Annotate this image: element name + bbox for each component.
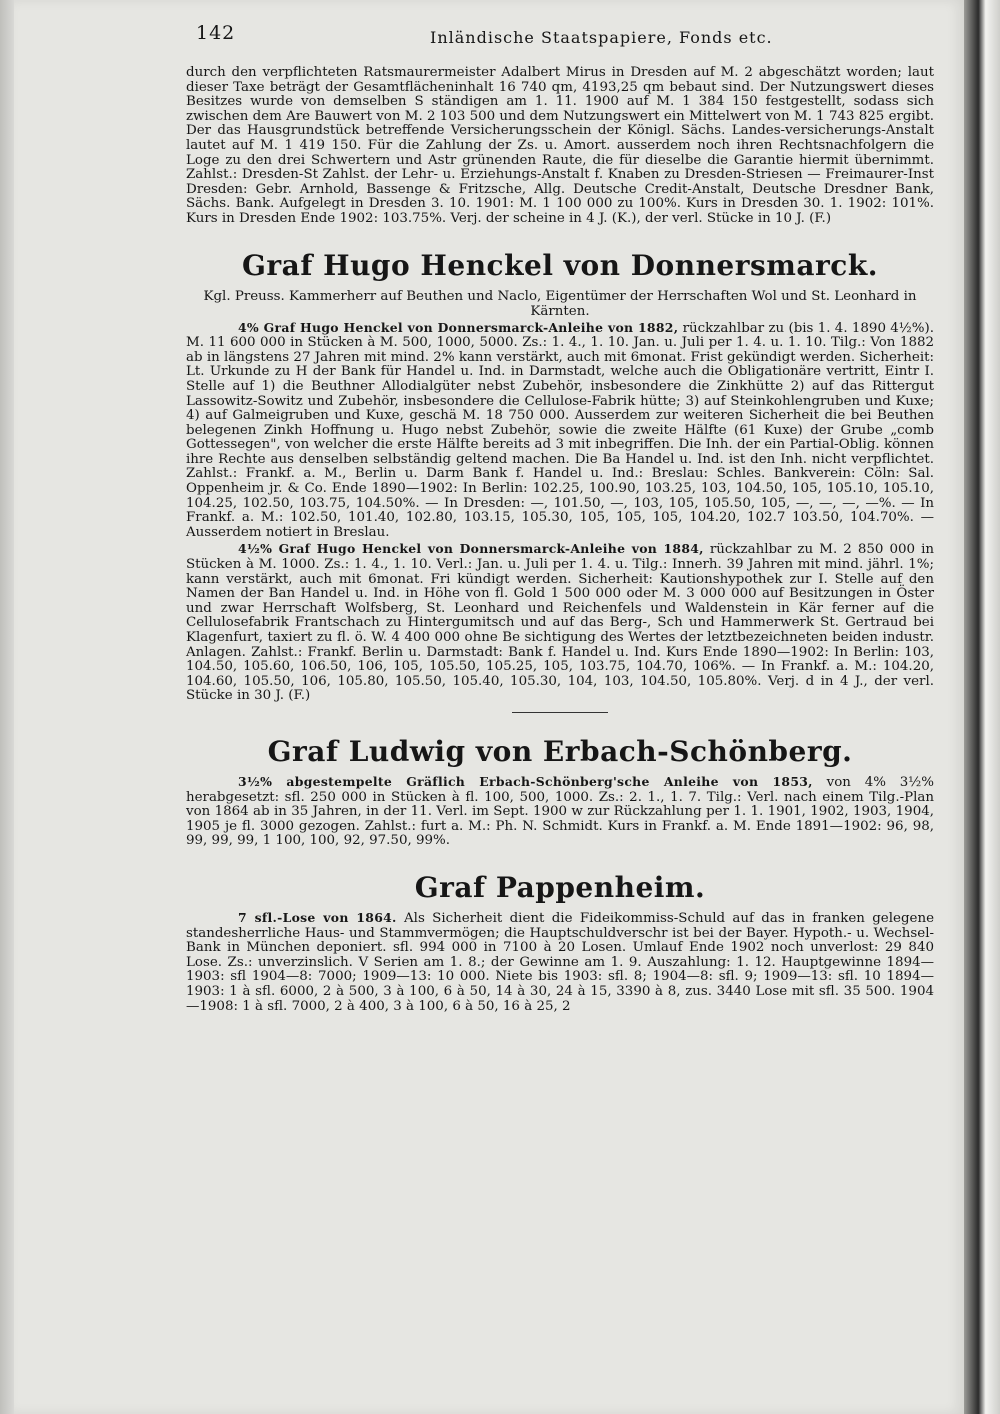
page-header <box>180 22 900 56</box>
entry-pappenheim-1864 <box>186 911 934 1014</box>
entry-henckel-1882 <box>186 321 934 541</box>
page-number: 142 <box>196 22 236 44</box>
entry-text: Als Sicherheit dient die Fideikommiss-Schuld auf das in franken gelegene standesherrliche Haus- und Stammvermögen; die Hauptschuldverschr ist bei der Bayer. Hypoth.- u. Wechsel-Bank in München deponiert. sfl. 994 000 in 7100 à 20 Losen. Umlauf Ende 1902 noch unverlost: 29 840 Lose. Zs.: unverzinslich. V Serien am 1. 8.; der Gewinne am 1. 9. Auszahlung: 1. 12. Hauptgewinne 1894—1903: sfl 1904—8: 7000; 1909—13: 10 000. Niete bis 1903: sfl. 8; 1904—8: sfl. 9; 1909—13: sfl. 10 1894—1903: 1 à sfl. 6000, 2 à 500, 3 à 100, 6 à 50, 14 à 30, 24 à 15, 3390 à 8, zus. 3440 Lose mit sfl. 35 500. 1904—1908: 1 à sfl. 7000, 2 à 400, 3 à 100, 6 à 50, 16 à 25, 2 <box>186 910 934 1014</box>
section-heading-erbach: Graf Ludwig von Erbach-Schönberg. <box>267 734 853 768</box>
page-gutter <box>0 0 14 1414</box>
section-heading-pappenheim: Graf Pappenheim. <box>414 870 706 904</box>
intro-paragraph: durch den verpflichteten Ratsmaurermeister Adalbert Mirus in Dresden auf M. 2 abgeschätzt worden; laut dieser Taxe beträgt der Gesamtflächeninhalt 16 740 qm, 4193,25 qm bebaut sind. Der Nutzungswert dieses Besitzes wurde von demselben S ständigen am 1. 11. 1900 auf M. 1 384 150 festgestellt, sodass sich zwischen dem Are Bauwert von M. 2 103 500 und dem Nutzungswert ein Mittelwert von M. 1 743 825 ergibt. Der das Hausgrundstück betreffende Versicherungsschein der Königl. Sächs. Landes-versicherungs-Anstalt lautet auf M. 1 419 150. Für die Zahlung der Zs. u. Amort. ausserdem noch ihren Rechtsnachfolgern die Loge zu den drei Schwertern und Astr grünenden Raute, die für dieselbe die Garantie hiermit übernimmt. Zahlst.: Dresden-St Zahlst. der Lehr- u. Erziehungs-Anstalt f. Knaben zu Dresden-Striesen — Freimaurer-Inst Dresden: Gebr. Arnhold, Bassenge & Fritzsche, Allg. Deutsche Credit-Anstalt, Deutsche Dresdner Bank, Sächs. Bank. Aufgelegt in Dresden 3. 10. 1901: M. 1 100 000 zu 100%. Kurs in Dresden 30. 1. 1902: 101%. Kurs in Dresden Ende 1902: 103.75%. Verj. der scheine in 4 J. (K.), der verl. Stücke in 10 J. (F.) <box>186 65 934 226</box>
section-divider <box>512 712 608 713</box>
entry-title: 7 sfl.-Lose von 1864. <box>238 909 397 925</box>
entry-text: rückzahlbar zu (bis 1. 4. 1890 4½%). M. 11 600 000 in Stücken à M. 500, 1000, 5000. Zs.: 1. 4., 1. 10. Jan. u. Juli per 1. 4. u. 1. 10. Tilg.: Von 1882 ab in längstens 27 Jahren mit mind. 2% kann verstärkt, auch mit 6monat. Frist gekündigt werden. Sicherheit: Lt. Urkunde zu H der Bank für Handel u. Ind. in Darmstadt, welche auch die Obligationäre vertritt, Eintr I. Stelle auf 1) die Beuthner Allodialgüter nebst Zubehör, insbesondere die Zinkhütte 2) auf das Rittergut Lassowitz-Sowitz und Zubehör, insbesondere die Cellulose-Fabrik hütte; 3) auf Steinkohlengruben und Kuxe; 4) auf Galmeigruben und Kuxe, geschä M. 18 750 000. Ausserdem zur weiteren Sicherheit die bei Beuthen belegenen Zinkh Hoffnung u. Hugo nebst Zubehör, sowie die zweite Hälfte (61 Kuxe) der Grube „comb Gottessegen", von welcher die erste Hälfte bereits ad 3 mit inbegriffen. Die Inh. der ein Partial-Oblig. können ihre Rechte aus denselben selbständig geltend machen. Die Ba Handel u. Ind. ist den Inh. nicht verpflichtet. Zahlst.: Frankf. a. M., Berlin u. Darm Bank f. Handel u. Ind.: Breslau: Schles. Bankverein: Cöln: Sal. Oppenheim jr. & Co. Ende 1890—1902: In Berlin: 102.25, 100.90, 103.25, 103, 104.50, 105, 105.10, 105.10, 104.25, 102.50, 103.75, 104.50%. — In Dresden: —, 101.50, —, 103, 105, 105.50, 105, —, —, —, —%. — In Frankf. a. M.: 102.50, 101.40, 102.80, 103.15, 105.30, 105, 105, 105, 104.20, 102.7 103.50, 104.70%. — Ausserdem notiert in Breslau. <box>186 320 934 540</box>
page-body <box>186 66 934 1014</box>
entry-title: 4% Graf Hugo Henckel von Donnersmarck-Anleihe von 1882, <box>238 319 679 335</box>
entry-erbach-1853 <box>186 775 934 849</box>
section-heading-henckel: Graf Hugo Henckel von Donnersmarck. <box>242 248 878 282</box>
entry-text: von 4% 3½% herabgesetzt: sfl. 250 000 in Stücken à fl. 100, 500, 1000. Zs.: 2. 1., 1. 7. Tilg.: Verl. nach einem Tilg.-Plan von 1864 ab in 35 Jahren, in der 11. Verl. im Sept. 1900 w zur Rückzahlung per 1. 1. 1901, 1902, 1903, 1904, 1905 je fl. 3000 gezogen. Zahlst.: furt a. M.: Ph. N. Schmidt. Kurs in Frankf. a. M. Ende 1891—1902: 96, 98, 99, 99, 99, 1 100, 100, 92, 97.50, 99%. <box>186 774 934 849</box>
entry-title: 4½% Graf Hugo Henckel von Donnersmarck-Anleihe von 1884, <box>238 541 704 557</box>
section-subline-henckel: Kgl. Preuss. Kammerherr auf Beuthen und Naclo, Eigentümer der Herrschaften Wol und St. Leonhard in Kärnten. <box>203 288 917 319</box>
book-binding-edge <box>964 0 1000 1414</box>
entry-title: 3½% abgestempelte Gräflich Erbach-Schönberg'sche Anleihe von 1853, <box>238 773 813 789</box>
entry-text: rückzahlbar zu M. 2 850 000 in Stücken à M. 1000. Zs.: 1. 4., 1. 10. Verl.: Jan. u. Juli per 1. 4. u. Tilg.: Innerh. 39 Jahren mit mind. jährl. 1%; kann verstärkt, auch mit 6monat. Fri kündigt werden. Sicherheit: Kautionshypothek zur I. Stelle auf den Namen der Ban Handel u. Ind. in Höhe von fl. Gold 1 500 000 oder M. 3 000 000 auf Besitzungen in Öster und zwar Herrschaft Wolfsberg, St. Leonhard und Reichenfels und Waldenstein in Kär ferner auf die Cellulosefabrik Frantschach zu Hintergumitsch und auf das Berg-, Sch und Hammerwerk St. Gertraud bei Klagenfurt, taxiert zu fl. ö. W. 4 400 000 ohne Be sichtigung des Wertes der letztbezeichneten beiden industr. Anlagen. Zahlst.: Frankf. Berlin u. Darmstadt: Bank f. Handel u. Ind. Kurs Ende 1890—1902: In Berlin: 103, 104.50, 105.60, 106.50, 106, 105, 105.50, 105.25, 105, 103.75, 104.70, 106%. — In Frankf. a. M.: 104.20, 104.60, 105.50, 106, 105.80, 105.50, 105.40, 105.30, 104, 103, 104.50, 105.80%. Verj. d in 4 J., der verl. Stücke in 30 J. (F.) <box>186 542 935 704</box>
running-title: Inländische Staatspapiere, Fonds etc. <box>430 28 773 47</box>
entry-henckel-1884 <box>186 542 934 704</box>
